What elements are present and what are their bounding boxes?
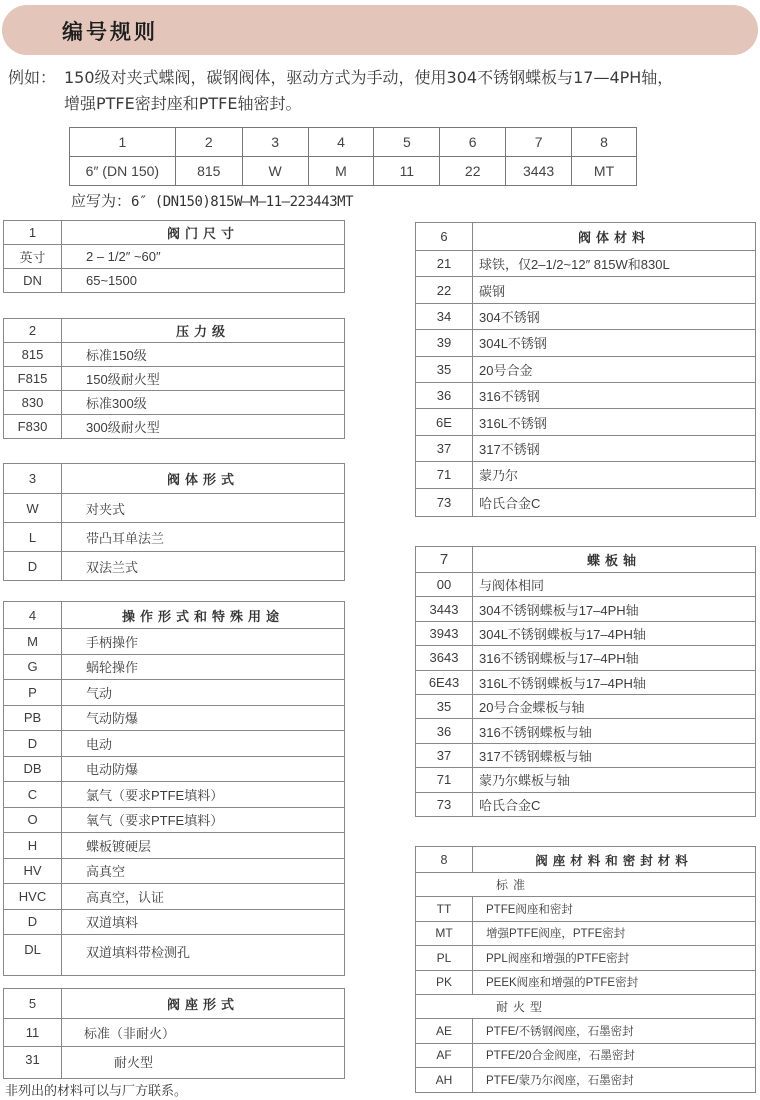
row-desc: 2 – 1/2″ ~60″	[62, 245, 345, 269]
row-code: 21	[416, 251, 473, 277]
section-8-seat-seal-material	[415, 846, 756, 1093]
row-desc: 手柄操作	[62, 629, 345, 655]
code-value-cell: MT	[572, 157, 637, 186]
section-4-operation	[3, 601, 345, 976]
row-desc: 对夹式	[62, 494, 345, 523]
row-code: C	[4, 782, 62, 808]
row-code: 71	[416, 768, 473, 792]
row-desc: 20号合金	[473, 356, 756, 382]
row-desc: 300级耐火型	[86, 420, 160, 435]
row-code: D	[4, 731, 62, 757]
section-code: 4	[4, 602, 62, 629]
row-desc: PTFE阀座和密封	[473, 897, 756, 922]
row-desc: 316L不锈钢蝶板与17–4PH轴	[473, 670, 756, 694]
section-7-disc-stem	[415, 546, 756, 817]
code-table-value-row	[70, 157, 637, 186]
row-code: 00	[416, 573, 473, 597]
row-desc: 蒙乃尔	[473, 462, 756, 488]
code-value-cell: 22	[440, 157, 506, 186]
code-header-cell: 7	[506, 128, 572, 157]
code-header-cell: 8	[572, 128, 637, 157]
footnote: 非列出的材料可以与厂方联系。	[5, 1084, 188, 1099]
section-code: 7	[416, 547, 473, 573]
row-desc: 标准150级	[62, 343, 345, 367]
row-code: PL	[416, 946, 473, 971]
row-desc: 316不锈钢蝶板与17–4PH轴	[473, 646, 756, 670]
row-code: 36	[416, 382, 473, 408]
row-code: 815	[4, 343, 62, 367]
result-value: 6″ (DN150)815W—M—11—223443MT	[131, 194, 354, 210]
row-code: W	[4, 494, 62, 523]
section-title: 阀体材料	[473, 223, 756, 251]
row-desc: PPL阀座和增强的PTFE密封	[473, 946, 756, 971]
row-code: 3943	[416, 621, 473, 645]
code-header-cell: 4	[308, 128, 374, 157]
subheader-standard: 标准	[416, 873, 756, 897]
row-code: 71	[416, 462, 473, 488]
row-code: 11	[4, 1019, 62, 1047]
row-desc: 317不锈钢	[473, 435, 756, 461]
row-code: L	[4, 523, 62, 552]
row-desc: 高真空，认证	[62, 884, 345, 910]
row-code: 35	[416, 694, 473, 718]
section-code: 3	[4, 464, 62, 494]
row-desc: 带凸耳单法兰	[62, 523, 345, 552]
result-line	[71, 190, 353, 211]
row-desc: 双道填料	[62, 909, 345, 935]
row-desc: 316L不锈钢	[473, 409, 756, 435]
section-code: 1	[4, 221, 62, 245]
code-header-cell: 6	[440, 128, 506, 157]
row-code: HV	[4, 858, 62, 884]
row-code: 39	[416, 330, 473, 356]
section-title: 阀座形式	[62, 989, 345, 1019]
row-desc: 氧气（要求PTFE填料）	[62, 807, 345, 833]
row-desc: 标准（非耐火）	[62, 1019, 345, 1047]
row-desc: 双道填料带检测孔	[86, 945, 191, 960]
row-desc: 316不锈钢	[473, 382, 756, 408]
row-desc: 增强PTFE阀座，PTFE密封	[473, 921, 756, 946]
code-value-cell: 11	[374, 157, 440, 186]
row-code: P	[4, 680, 62, 706]
row-desc: 双法兰式	[86, 559, 139, 575]
row-desc: 与阀体相同	[473, 573, 756, 597]
row-code: TT	[416, 897, 473, 922]
section-title: 压力级	[62, 319, 345, 343]
row-code: 3443	[416, 597, 473, 621]
example-label: 例如：	[8, 68, 57, 87]
row-code: PK	[416, 970, 473, 995]
row-desc: PTFE/20合金阀座，石墨密封	[473, 1043, 756, 1068]
section-5-seat-style	[3, 988, 345, 1079]
row-desc: 标准300级	[62, 391, 345, 415]
row-desc: 球铁，仅2–1/2~12″ 815W和830L	[473, 251, 756, 277]
row-desc: 65~1500	[86, 273, 137, 288]
section-code: 6	[416, 223, 473, 251]
row-code: D	[4, 552, 62, 581]
row-code: 830	[4, 391, 62, 415]
section-6-body-material	[415, 222, 756, 517]
section-title: 蝶板轴	[473, 547, 756, 573]
code-header-cell: 2	[175, 128, 242, 157]
code-value-cell: M	[308, 157, 374, 186]
row-desc: 蝶板镀硬层	[62, 833, 345, 859]
section-title: 阀门尺寸	[62, 221, 345, 245]
row-desc: 气动	[62, 680, 345, 706]
row-desc: 316不锈钢蝶板与轴	[473, 719, 756, 743]
code-value-cell: 6″ (DN 150)	[70, 157, 176, 186]
row-code: MT	[416, 921, 473, 946]
page-title: 编号规则	[62, 20, 158, 44]
row-code: 22	[416, 277, 473, 303]
code-example-table	[69, 127, 637, 186]
code-header-cell: 5	[374, 128, 440, 157]
row-code: 37	[416, 435, 473, 461]
title-band	[2, 5, 758, 55]
row-desc: 电动	[62, 731, 345, 757]
code-value-cell: W	[242, 157, 308, 186]
row-code: F815	[4, 367, 62, 391]
row-code: 35	[416, 356, 473, 382]
row-desc: PEEK阀座和增强的PTFE密封	[473, 970, 756, 995]
row-desc: 蒙乃尔蝶板与轴	[473, 768, 756, 792]
row-code: 6E43	[416, 670, 473, 694]
row-code: 73	[416, 792, 473, 816]
row-code: 英寸	[4, 245, 62, 269]
row-code: HVC	[4, 884, 62, 910]
code-header-cell: 3	[242, 128, 308, 157]
row-desc: 304不锈钢蝶板与17–4PH轴	[473, 597, 756, 621]
row-desc: 哈氏合金C	[479, 797, 541, 813]
result-label: 应写为：	[71, 192, 132, 210]
row-desc: 高真空	[62, 858, 345, 884]
code-table-header-row	[70, 128, 637, 157]
row-code: PB	[4, 705, 62, 731]
row-code: O	[4, 807, 62, 833]
row-desc: 317不锈钢蝶板与轴	[473, 743, 756, 767]
row-code: 31	[4, 1047, 62, 1079]
example-line-2: 增强PTFE密封座和PTFE轴密封。	[64, 94, 302, 113]
row-desc: 304L不锈钢	[473, 330, 756, 356]
section-1-valve-size	[3, 220, 345, 293]
row-code: 73	[416, 488, 473, 516]
row-code: D	[4, 909, 62, 935]
row-code: DN	[4, 269, 62, 293]
row-desc: 蜗轮操作	[62, 654, 345, 680]
row-code: DL	[4, 935, 62, 976]
section-title: 阀座材料和密封材料	[473, 847, 756, 873]
row-code: AF	[416, 1043, 473, 1068]
section-code: 8	[416, 847, 473, 873]
code-header-cell: 1	[70, 128, 176, 157]
row-desc: 气动防爆	[62, 705, 345, 731]
section-2-pressure-class	[3, 318, 345, 439]
row-code: 37	[416, 743, 473, 767]
row-code: AE	[416, 1019, 473, 1044]
row-desc: 150级耐火型	[62, 367, 345, 391]
row-desc: 20号合金蝶板与轴	[473, 694, 756, 718]
code-value-cell: 3443	[506, 157, 572, 186]
row-code: 6E	[416, 409, 473, 435]
section-code: 2	[4, 319, 62, 343]
row-code: G	[4, 654, 62, 680]
row-code: DB	[4, 756, 62, 782]
row-desc: 碳钢	[473, 277, 756, 303]
subheader-fire-safe: 耐火型	[416, 995, 756, 1019]
section-title: 操作形式和特殊用途	[62, 602, 345, 629]
row-desc: 电动防爆	[62, 756, 345, 782]
row-desc: 304L不锈钢蝶板与17–4PH轴	[473, 621, 756, 645]
row-code: 3643	[416, 646, 473, 670]
row-desc: PTFE/蒙乃尔阀座，石墨密封	[486, 1075, 634, 1087]
row-desc: PTFE/不锈钢阀座，石墨密封	[473, 1019, 756, 1044]
row-code: AH	[416, 1068, 473, 1093]
row-desc: 304不锈钢	[473, 303, 756, 329]
code-value-cell: 815	[175, 157, 242, 186]
section-3-body-style	[3, 463, 345, 581]
row-desc: 哈氏合金C	[479, 495, 541, 511]
row-code: F830	[4, 415, 62, 439]
section-code: 5	[4, 989, 62, 1019]
section-title: 阀体形式	[62, 464, 345, 494]
row-code: H	[4, 833, 62, 859]
row-code: 36	[416, 719, 473, 743]
row-code: M	[4, 629, 62, 655]
row-desc: 耐火型	[114, 1055, 154, 1070]
row-desc: 氯气（要求PTFE填料）	[62, 782, 345, 808]
row-code: 34	[416, 303, 473, 329]
example-line-1: 150级对夹式蝶阀，碳钢阀体，驱动方式为手动，使用304不锈钢蝶板与17—4PH轴，	[64, 68, 674, 87]
